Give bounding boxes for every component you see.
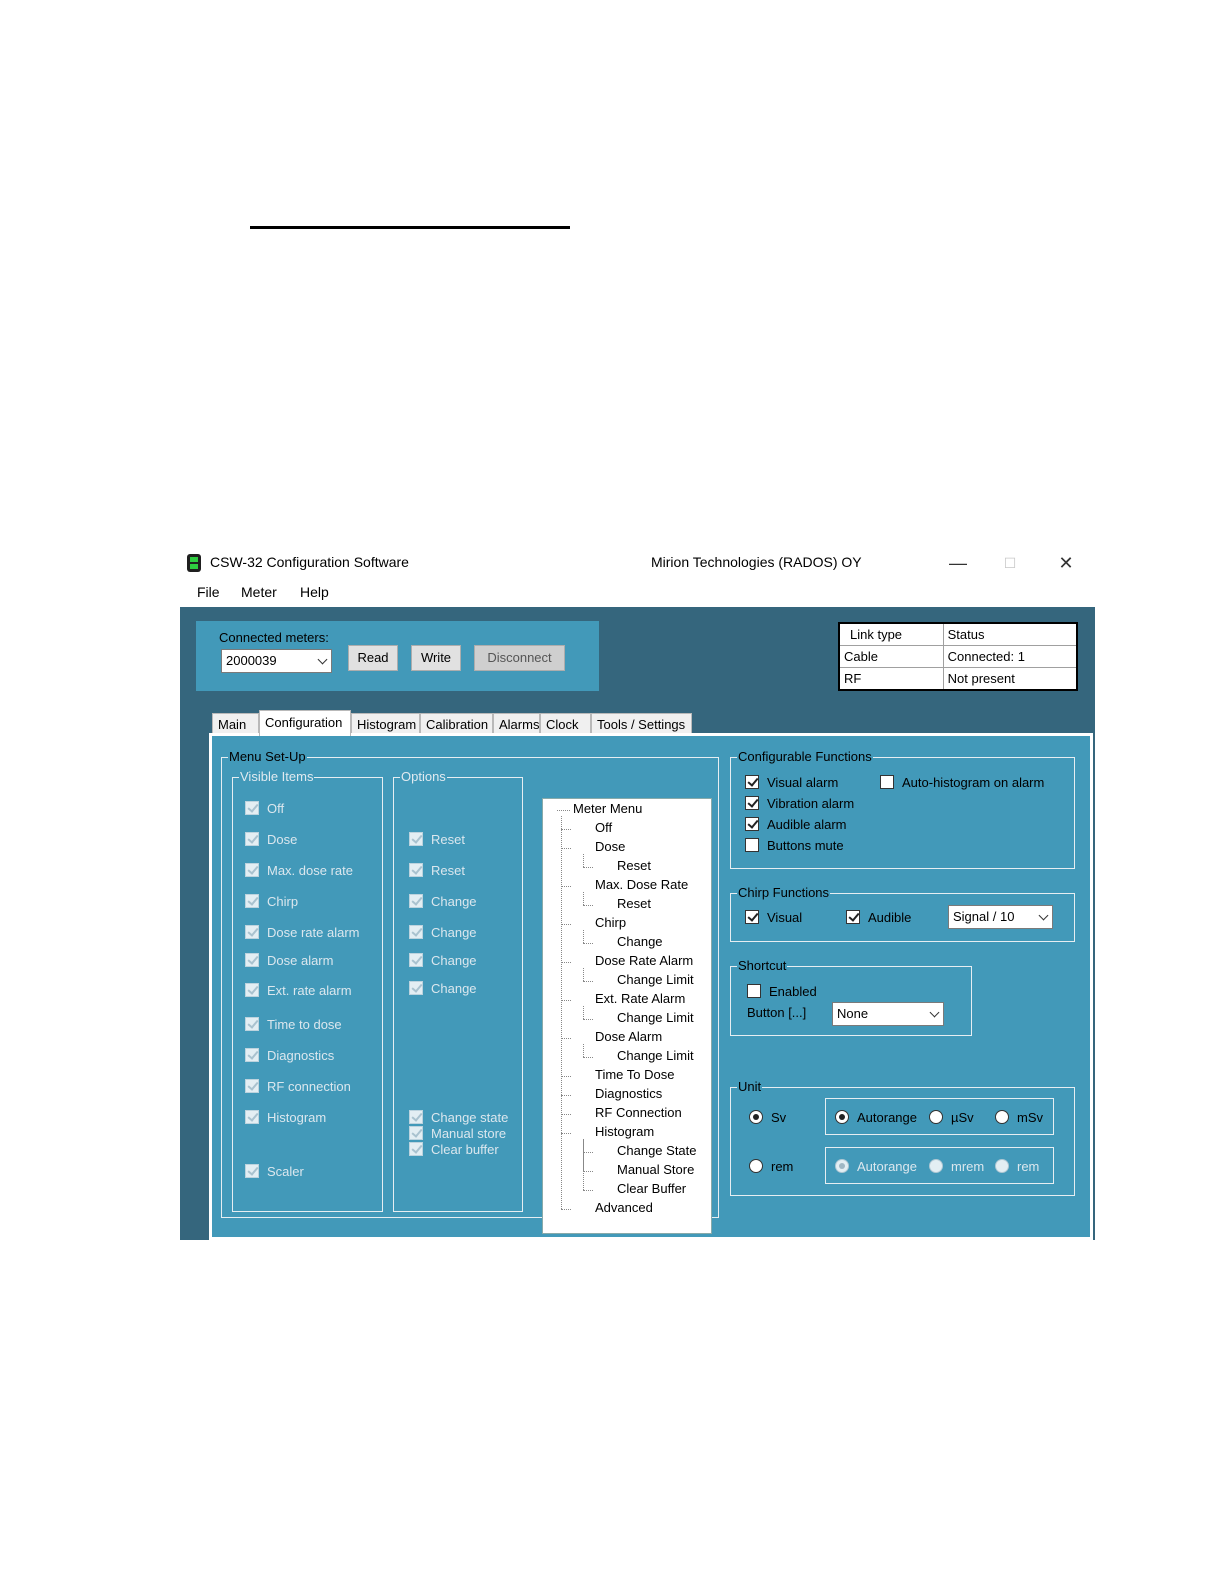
checkbox-label: Clear buffer (431, 1142, 499, 1157)
checkbox-box (245, 1048, 259, 1062)
menu-setup-title: Menu Set-Up (229, 749, 306, 764)
tree-node[interactable]: Diagnostics (595, 1086, 663, 1101)
checkbox-label: Dose rate alarm (267, 925, 360, 940)
shortcut-group (730, 958, 972, 1036)
visible-items-group (232, 769, 383, 1212)
tree-connector (583, 1019, 593, 1020)
configuration-tab-page (209, 733, 1093, 1240)
radio-label: Autorange (857, 1159, 917, 1174)
tree-connector (583, 1057, 593, 1058)
tree-connector (583, 1190, 593, 1191)
menu-setup-group (221, 749, 719, 1218)
checkbox-box (745, 796, 759, 810)
radio-label: mSv (1017, 1110, 1043, 1125)
checkbox-label: Change state (431, 1110, 509, 1125)
radio-dot (995, 1159, 1009, 1173)
checkbox-label: Visual (767, 910, 803, 925)
checkbox-label: Max. dose rate (267, 863, 353, 878)
window-title: CSW-32 Configuration Software (210, 554, 409, 570)
tree-node[interactable]: Off (595, 820, 613, 835)
checkbox-box (409, 1126, 423, 1140)
tree-node[interactable]: Change Limit (617, 1048, 694, 1063)
chirp-signal-select[interactable] (948, 905, 1053, 929)
radio-label: rem (1017, 1159, 1040, 1174)
tree-connector (583, 1006, 584, 1019)
checkbox-box (245, 832, 259, 846)
checkbox-label: Reset (431, 863, 465, 878)
chevron-down-icon (930, 1008, 940, 1018)
table-row (839, 645, 1077, 667)
tree-connector (561, 848, 571, 849)
radio-dot (749, 1159, 763, 1173)
shortcut-button-select[interactable] (832, 1002, 944, 1026)
tree-node[interactable]: Advanced (595, 1200, 653, 1215)
tree-connector (583, 1171, 593, 1172)
tree-connector (583, 892, 584, 905)
checkbox-label: Audible (868, 910, 912, 925)
chirp-functions-title: Chirp Functions (738, 885, 830, 900)
checkbox-box (409, 981, 423, 995)
checkbox-label: Enabled (769, 984, 817, 999)
checkbox-box (745, 817, 759, 831)
radio-dot (835, 1110, 849, 1124)
chevron-down-icon (1039, 911, 1049, 921)
checkbox-label: Dose (267, 832, 298, 847)
tree-connector (561, 829, 571, 830)
tab-alarms[interactable]: Alarms (493, 713, 540, 735)
tree-node[interactable]: Change Limit (617, 1010, 694, 1025)
radio-dot (929, 1110, 943, 1124)
tree-connector (561, 924, 571, 925)
table-header: Link type (839, 623, 943, 645)
checkbox-box (245, 1017, 259, 1031)
meter-select-value: 2000039 (226, 653, 277, 668)
checkbox-box (245, 863, 259, 877)
tree-connector (583, 1152, 593, 1153)
checkbox-box (409, 1142, 423, 1156)
tree-node[interactable]: Chirp (595, 915, 627, 930)
tab-configuration[interactable]: Configuration (259, 710, 351, 736)
tree-connector (561, 1000, 571, 1001)
checkbox-box (409, 832, 423, 846)
tree-node[interactable]: Ext. Rate Alarm (595, 991, 686, 1006)
title-bar (180, 547, 1095, 579)
unit-title: Unit (738, 1079, 762, 1094)
checkbox-box (409, 953, 423, 967)
checkbox-box (245, 801, 259, 815)
shortcut-button-value: None (837, 1006, 869, 1021)
checkbox-box (245, 953, 259, 967)
configurable-functions-group (730, 749, 1075, 869)
visible-items-title: Visible Items (240, 769, 314, 784)
checkbox-label: Diagnostics (267, 1048, 335, 1063)
connection-panel (196, 621, 599, 691)
checkbox-box (245, 983, 259, 997)
tree-node[interactable]: Change Limit (617, 972, 694, 987)
link-status-table (838, 622, 1078, 691)
tree-connector (583, 867, 593, 868)
table-cell: Connected: 1 (943, 645, 1077, 667)
chirp-functions-group (730, 885, 1075, 942)
checkbox-label: RF connection (267, 1079, 351, 1094)
configuration-panel (212, 736, 1090, 1237)
radio-label: mrem (951, 1159, 985, 1174)
chevron-down-icon (318, 655, 328, 665)
checkbox-label: Auto-histogram on alarm (902, 775, 1045, 790)
tab-tools-settings[interactable]: Tools / Settings (591, 713, 692, 735)
meter-menu-tree[interactable] (542, 798, 712, 1234)
maximize-button[interactable]: ☐ (1003, 555, 1017, 571)
tree-node[interactable]: Dose Alarm (595, 1029, 663, 1044)
app-window (180, 547, 1095, 1240)
tree-node[interactable]: Manual Store (617, 1162, 695, 1177)
tree-connector (561, 1038, 571, 1039)
disconnect-button[interactable]: Disconnect (474, 645, 565, 671)
shortcut-button-label: Button [...] (747, 1005, 807, 1020)
shortcut-title: Shortcut (738, 958, 787, 973)
checkbox-box (409, 894, 423, 908)
minimize-button[interactable]: — (949, 553, 967, 573)
document-heading-rule (250, 226, 570, 229)
close-button[interactable]: ✕ (1058, 553, 1074, 573)
tree-node[interactable]: Change State (617, 1143, 697, 1158)
checkbox-box (880, 775, 894, 789)
checkbox-label: Scaler (267, 1164, 304, 1179)
checkbox-box (409, 863, 423, 877)
tree-connector (583, 930, 584, 943)
checkbox-label: Dose alarm (267, 953, 334, 968)
tree-connector (561, 1114, 571, 1115)
checkbox-box (245, 925, 259, 939)
vendor-name: Mirion Technologies (RADOS) OY (651, 554, 862, 570)
tree-node[interactable]: Reset (617, 858, 651, 873)
radio-dot (929, 1159, 943, 1173)
app-icon (187, 554, 201, 572)
table-header-row (839, 623, 1077, 645)
checkbox-label: Histogram (267, 1110, 327, 1125)
tree-connector (561, 1095, 571, 1096)
configurable-functions-title: Configurable Functions (738, 749, 872, 764)
checkbox-label: Ext. rate alarm (267, 983, 352, 998)
tree-node[interactable]: Max. Dose Rate (595, 877, 689, 892)
table-cell: Cable (839, 645, 943, 667)
menu-help[interactable]: Help (300, 584, 329, 600)
tree-connector (583, 1139, 584, 1190)
radio-dot (749, 1110, 763, 1124)
tree-node[interactable]: Meter Menu (573, 801, 643, 816)
checkbox-box (245, 894, 259, 908)
meter-select[interactable] (221, 649, 332, 673)
checkbox-box (245, 1110, 259, 1124)
tree-node[interactable]: Histogram (595, 1124, 655, 1139)
read-button[interactable]: Read (348, 645, 398, 671)
table-cell: RF (839, 668, 943, 690)
checkbox-label: Off (267, 801, 285, 816)
checkbox-box (245, 1164, 259, 1178)
client-area (180, 607, 1095, 1240)
tab-histogram[interactable]: Histogram (351, 713, 420, 735)
tree-connector (561, 1076, 571, 1077)
checkbox-label: Vibration alarm (767, 796, 855, 811)
menu-meter[interactable]: Meter (241, 584, 277, 600)
checkbox-box (745, 775, 759, 789)
tree-connector (583, 981, 593, 982)
menu-file[interactable]: File (197, 584, 220, 600)
radio-dot (835, 1159, 849, 1173)
tree-connector (583, 905, 593, 906)
radio-label: Autorange (857, 1110, 917, 1125)
menu-bar (180, 579, 1095, 607)
checkbox-label: Reset (431, 832, 465, 847)
radio-label: µSv (951, 1110, 974, 1125)
checkbox-box (245, 1079, 259, 1093)
tree-node[interactable]: Time To Dose (595, 1067, 675, 1082)
checkbox-label: Change (431, 981, 477, 996)
checkbox-label: Buttons mute (767, 838, 844, 853)
options-title: Options (401, 769, 446, 784)
checkbox-label: Change (431, 953, 477, 968)
tree-connector (561, 962, 571, 963)
checkbox-label: Time to dose (267, 1017, 342, 1032)
sv-range-box (825, 1098, 1054, 1135)
tab-clock[interactable]: Clock (540, 713, 591, 735)
tree-connector (561, 886, 571, 887)
radio-dot (995, 1110, 1009, 1124)
tree-connector (561, 1209, 571, 1210)
checkbox-box (745, 838, 759, 852)
checkbox-box (846, 910, 860, 924)
tree-connector (557, 810, 570, 811)
tree-connector (583, 854, 584, 867)
tab-main[interactable]: Main (212, 713, 259, 735)
checkbox-box (409, 1110, 423, 1124)
tree-node[interactable]: Change (617, 934, 663, 949)
tree-node[interactable]: Reset (617, 896, 651, 911)
radio-label: rem (771, 1159, 794, 1174)
table-cell: Not present (943, 668, 1077, 690)
tree-connector (561, 1133, 571, 1134)
radio-label: Sv (771, 1110, 787, 1125)
table-row (839, 668, 1077, 690)
table-header: Status (943, 623, 1077, 645)
tree-node[interactable]: Dose Rate Alarm (595, 953, 694, 968)
tree-connector (583, 1044, 584, 1057)
checkbox-label: Chirp (267, 894, 299, 909)
checkbox-box (747, 984, 761, 998)
checkbox-box (745, 910, 759, 924)
checkbox-box (409, 925, 423, 939)
checkbox-label: Change (431, 894, 477, 909)
chirp-signal-value: Signal / 10 (953, 909, 1015, 924)
tree-connector (583, 968, 584, 981)
checkbox-label: Visual alarm (767, 775, 839, 790)
tree-node[interactable]: Dose (595, 839, 626, 854)
tree-connector (561, 816, 562, 1209)
tab-calibration[interactable]: Calibration (420, 713, 493, 735)
checkbox-label: Change (431, 925, 477, 940)
tree-connector (583, 943, 593, 944)
rem-range-box (825, 1147, 1054, 1184)
options-group (393, 769, 523, 1212)
checkbox-label: Audible alarm (767, 817, 847, 832)
unit-group (730, 1079, 1075, 1196)
checkbox-label: Manual store (431, 1126, 507, 1141)
tree-node[interactable]: Clear Buffer (617, 1181, 687, 1196)
write-button[interactable]: Write (411, 645, 461, 671)
tree-node[interactable]: RF Connection (595, 1105, 682, 1120)
connected-meters-label: Connected meters: (219, 630, 329, 645)
